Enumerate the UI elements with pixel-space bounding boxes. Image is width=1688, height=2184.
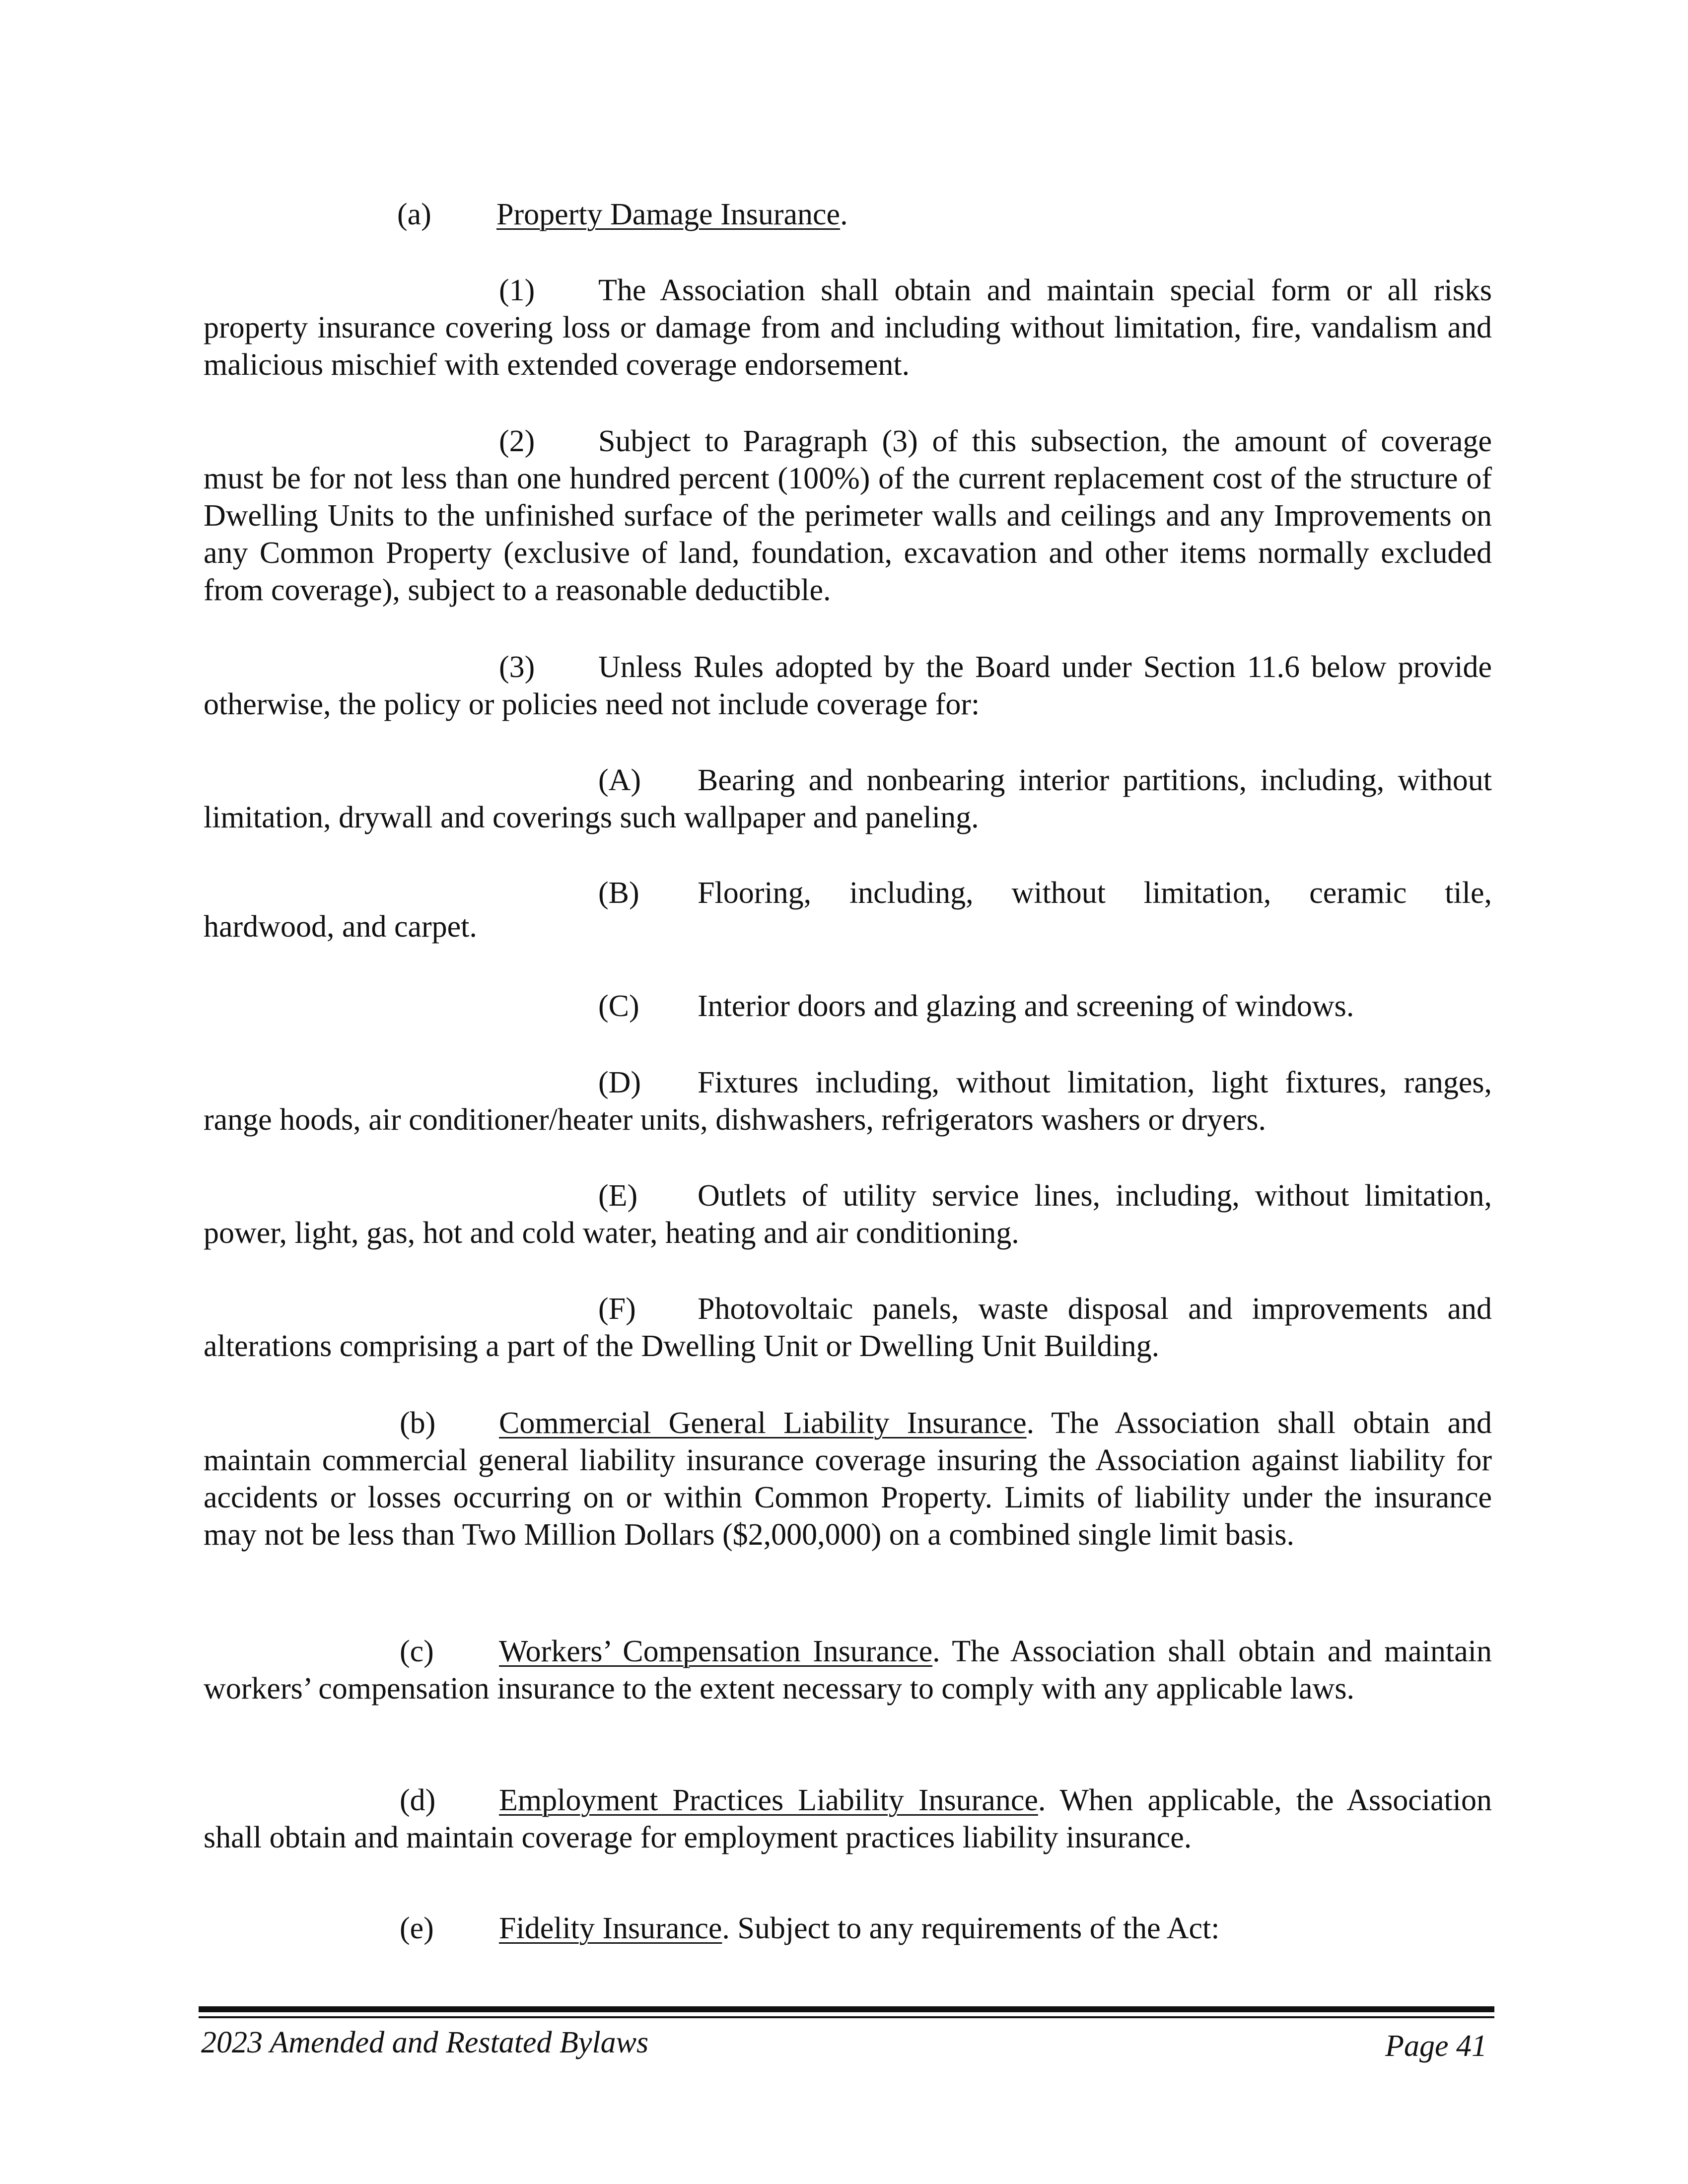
item-D-marker: (D) [598,1066,641,1099]
section-e [400,1910,1219,1947]
section-b-marker: (b) [400,1406,436,1440]
item-B-text: Flooring, including, without limitation, ceramic tile, [698,876,1492,910]
footer-document-title: 2023 Amended and Restated Bylaws [201,2026,649,2059]
paragraph-a2-text: Subject to Paragraph (3) of this subsection, the amount of coverage must be for not less than one hundred percent (100%) of the current replacement cost of the structure of Dwelling Units to the unfinished surface of the perimeter walls and ceilings and any Improvements on any Common Property (exclusive of land, foundation, excavation and other items normally excluded from coverage), subject to a reasonable deductible. [204,424,1492,607]
paragraph-a1 [204,272,1492,384]
section-c-marker: (c) [400,1635,434,1668]
paragraph-a3-marker: (3) [499,650,535,684]
item-D-text: Fixtures including, without limitation, light fixtures, ranges, range hoods, air conditioner/heater units, dishwashers, refrigerators washers or dryers. [204,1066,1492,1137]
section-d-title: Employment Practices Liability Insurance [499,1783,1038,1817]
section-b [204,1405,1492,1554]
section-a-heading [397,196,848,233]
section-a-title: Property Damage Insurance [496,198,841,231]
item-B [204,875,1492,912]
item-B-continuation: hardwood, and carpet. [204,910,477,944]
section-d-marker: (d) [400,1783,436,1817]
item-E-marker: (E) [598,1179,638,1213]
item-A-marker: (A) [598,763,641,797]
item-F-text: Photovoltaic panels, waste disposal and improvements and alterations comprising a part of the Dwelling Unit or Dwelling Unit Building. [204,1292,1492,1363]
section-a-title-end: . [840,198,848,231]
section-d [204,1782,1492,1856]
item-D [204,1064,1492,1139]
item-C-text: Interior doors and glazing and screening of windows. [698,989,1354,1023]
section-b-title: Commercial General Liability Insurance [499,1406,1027,1440]
item-E-text: Outlets of utility service lines, including, without limitation, power, light, gas, hot and cold water, heating and air conditioning. [204,1179,1492,1250]
item-C-marker: (C) [598,989,639,1023]
section-e-marker: (e) [400,1911,434,1945]
paragraph-a3-text: Unless Rules adopted by the Board under Section 11.6 below provide otherwise, the policy or policies need not include coverage for: [204,650,1492,721]
footer-page-number: Page 41 [1385,2029,1487,2063]
section-e-title: Fidelity Insurance [499,1911,722,1945]
paragraph-a1-marker: (1) [499,273,535,307]
footer-rule-thin [199,2016,1494,2018]
paragraph-a2 [204,423,1492,609]
paragraph-a3 [204,649,1492,723]
item-A-text: Bearing and nonbearing interior partitions, including, without limitation, drywall and coverings such wallpaper and paneling. [204,763,1492,834]
section-c-title: Workers’ Compensation Insurance [499,1635,933,1668]
section-b-text: . The Association shall obtain and maintain commercial general liability insurance coverage insuring the Association against liability for accidents or losses occurring on or within Common Property. Limits of liability under the insurance may not be less than Two Million Dollars ($2,000,000) on a combined single limit basis. [204,1406,1492,1552]
paragraph-a1-text: The Association shall obtain and maintain special form or all risks property insurance covering loss or damage from and including without limitation, fire, vandalism and malicious mischief with extended coverage endorsement. [204,273,1492,382]
item-F [204,1291,1492,1365]
item-E [204,1177,1492,1252]
paragraph-a2-marker: (2) [499,424,535,458]
item-B-marker: (B) [598,876,639,910]
section-c [204,1633,1492,1707]
item-C [598,988,1354,1025]
section-d-text: . When applicable, the Association shall obtain and maintain coverage for employment practices liability insurance. [204,1783,1492,1854]
section-a-marker: (a) [397,198,431,231]
section-e-text: . Subject to any requirements of the Act: [722,1911,1220,1945]
item-F-marker: (F) [598,1292,636,1326]
footer-rule-thick [199,2006,1494,2012]
section-c-text: . The Association shall obtain and maintain workers’ compensation insurance to the extent necessary to comply with any applicable laws. [204,1635,1492,1706]
item-A [204,762,1492,836]
